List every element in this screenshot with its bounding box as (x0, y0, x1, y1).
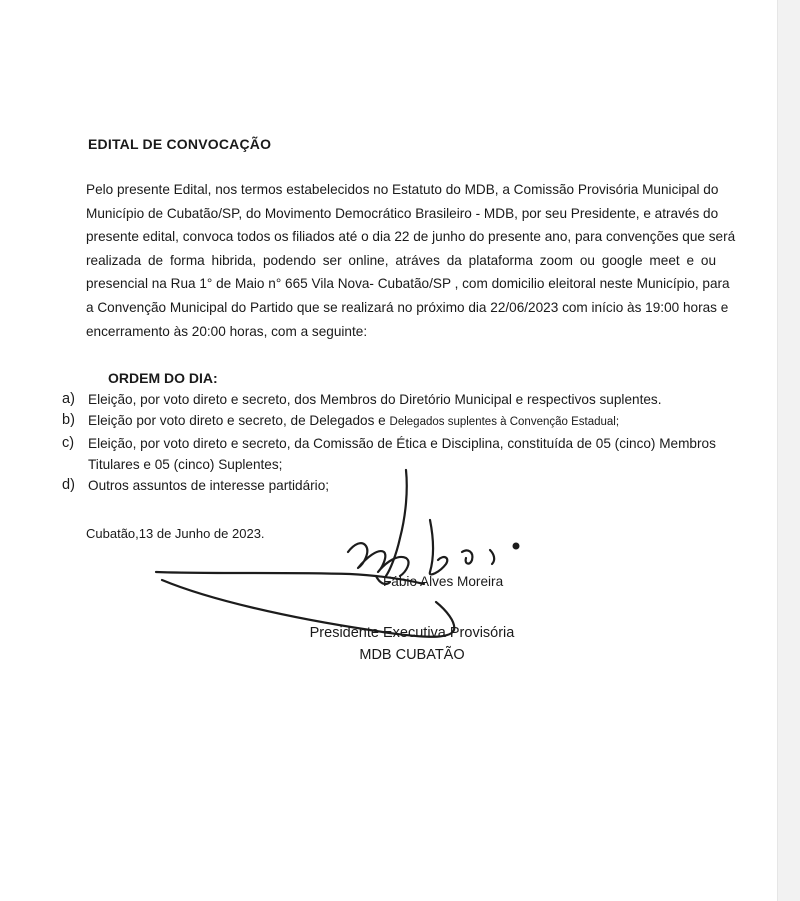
body-line: Pelo presente Edital, nos termos estabelecidos no Estatuto do MDB, a Comissão Provisória Municipal do (86, 182, 719, 197)
agenda-item-text: Eleição, por voto direto e secreto, da Comissão de Ética e Disciplina, constituída de 05 (cinco) Membros (88, 436, 716, 451)
body-line: a Convenção Municipal do Partido que se realizará no próximo dia 22/06/2023 com início às 19:00 horas e (86, 299, 729, 315)
agenda-item (62, 410, 742, 433)
agenda-item-letter: d) (62, 477, 75, 493)
document-title: EDITAL DE CONVOCAÇÃO (88, 136, 272, 152)
body-line: encerramento às 20:00 horas, com a seguinte: (86, 323, 368, 339)
signer-block (296, 622, 528, 666)
body-line: presencial na Rua 1° de Maio n° 665 Vila Nova- Cubatão/SP , com domicilio eleitoral neste Município, para (86, 276, 730, 292)
agenda-item-letter: c) (62, 435, 75, 451)
signer-org: MDB CUBATÃO (359, 647, 465, 663)
body-line: Município de Cubatão/SP, do Movimento Democrático Brasileiro - MDB, por seu Presidente, e através do (86, 205, 719, 221)
agenda-title: ORDEM DO DIA: (108, 370, 218, 386)
agenda-item-text-wrapper (88, 410, 742, 433)
agenda-item-text: Eleição, por voto direto e secreto, dos Membros do Diretório Municipal e respectivos suplentes. (88, 392, 662, 407)
body-line: presente edital, convoca todos os filiados até o dia 22 de junho do presente ano, para convenções que será (86, 229, 736, 245)
body-paragraph (86, 178, 736, 343)
agenda-item-letter: a) (62, 391, 75, 407)
agenda-item-text: Eleição por voto direto e secreto, de Delegados e (88, 413, 386, 428)
agenda-item-text: Outros assuntos de interesse partidário; (88, 478, 330, 493)
agenda-item-text-small: Delegados suplentes à Convenção Estadual; (389, 416, 620, 428)
agenda-item-text-line2: Titulares e 05 (cinco) Suplentes; (88, 457, 283, 472)
signer-name: Fábio Alves Moreira (383, 574, 504, 589)
page-right-margin (777, 0, 800, 901)
signer-role: Presidente Executiva Provisória (309, 625, 515, 641)
body-line: realizada de forma hibrida, podendo ser online, atráves da plataforma zoom ou google meet e ou (86, 252, 716, 268)
agenda-item-letter: b) (62, 412, 75, 428)
agenda-item (62, 389, 742, 410)
date-line: Cubatão,13 de Junho de 2023. (86, 526, 265, 541)
